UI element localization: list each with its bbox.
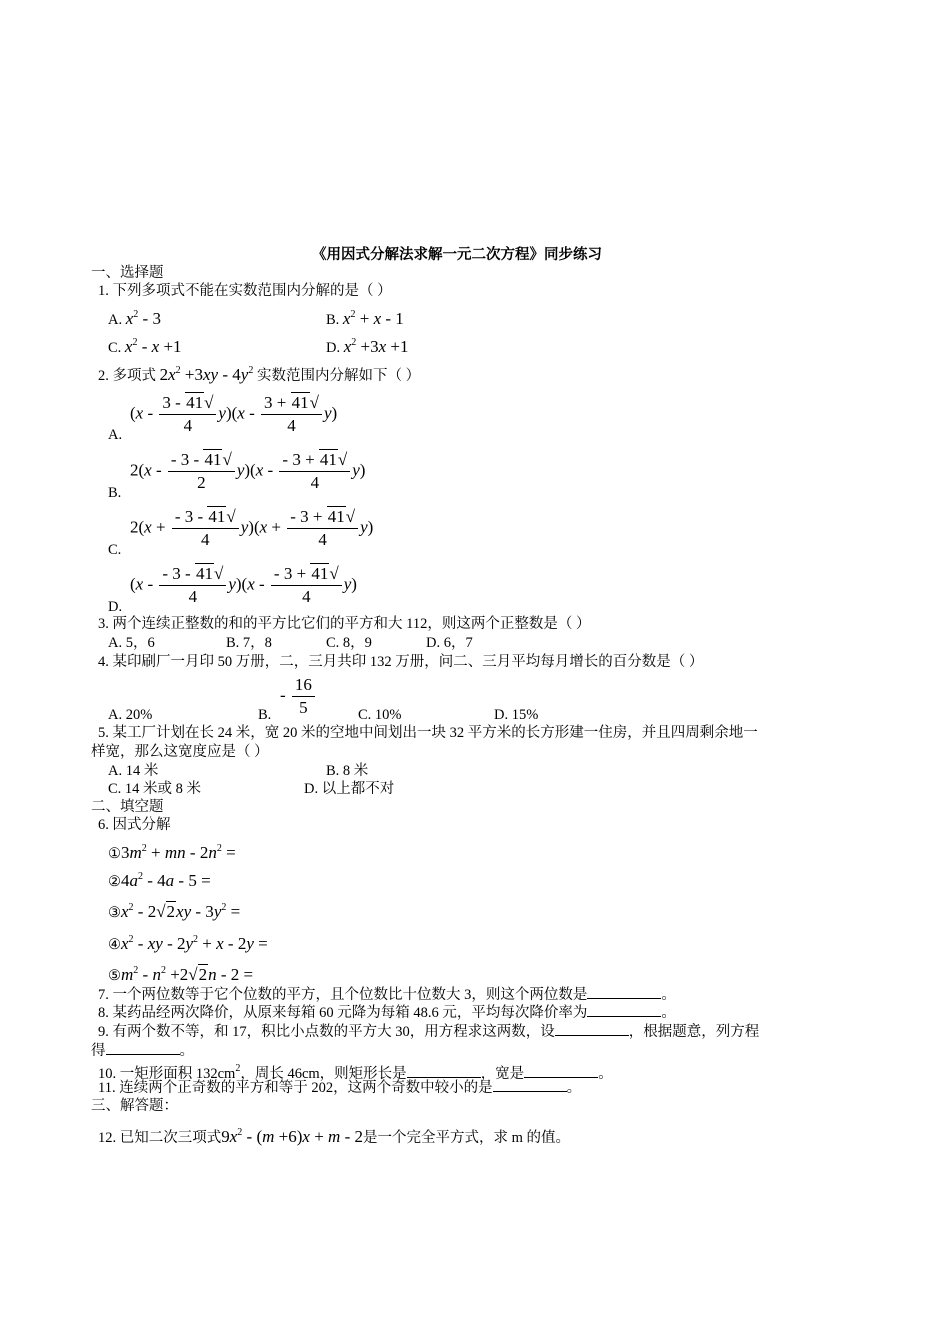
stem-text: 2. 多项式 bbox=[98, 368, 156, 384]
question-11 bbox=[98, 1079, 581, 1097]
option-letter: A. bbox=[108, 427, 123, 443]
question-5-line2: 样宽，那么这宽度应是（ ） bbox=[91, 744, 269, 760]
q4-option-d: D. 15% bbox=[494, 707, 539, 723]
q4-option-c: C. 10% bbox=[358, 707, 402, 723]
q5-option-d: D. 以上都不对 bbox=[304, 781, 395, 797]
q1-option-d bbox=[326, 334, 409, 357]
math-expr: $m^2 - n^2 +2√2n - 2$ = bbox=[121, 965, 254, 984]
math-expr: $2x^2 +3xy - 4y^2$ bbox=[159, 365, 254, 384]
question-6-stem: 6. 因式分解 bbox=[98, 817, 171, 833]
period: 。 bbox=[566, 1080, 582, 1096]
option-letter: B. bbox=[108, 485, 122, 501]
option-letter: C. bbox=[108, 340, 122, 356]
q2-option-c bbox=[108, 541, 121, 559]
q3-option-a: A. 5，6 bbox=[108, 635, 155, 651]
page-title: 《用因式分解法求解一元二次方程》同步练习 bbox=[312, 247, 602, 263]
q6-item-2 bbox=[108, 868, 211, 891]
question-9-line1 bbox=[98, 1023, 759, 1041]
answer-blank[interactable] bbox=[493, 1079, 567, 1092]
question-1-stem: 1. 下列多项式不能在实数范围内分解的是（ ） bbox=[98, 283, 392, 299]
question-text: ，周长 46cm，则矩形长是 bbox=[240, 1066, 407, 1082]
q2-option-d bbox=[108, 598, 122, 616]
question-text: 11. 连续两个正奇数的平方和等于 202，这两个奇数中较小的是 bbox=[98, 1080, 493, 1096]
option-letter: D. bbox=[108, 599, 123, 615]
question-text: ，宽是 bbox=[480, 1066, 525, 1082]
q3-option-c: C. 8，9 bbox=[326, 635, 372, 651]
math-expr: $4a^2 - 4a - 5$ = bbox=[121, 871, 211, 890]
q3-option-d: D. 6，7 bbox=[426, 635, 473, 651]
q4-option-b: B. bbox=[258, 707, 272, 723]
q6-item-3 bbox=[108, 899, 240, 922]
answer-blank[interactable] bbox=[555, 1023, 629, 1036]
q2-option-c-expr: 2(x + $\frac{- 3 - 41√}{4}$ y)(x + $\frac{- 3 + 41√}{4}$ y) bbox=[130, 507, 374, 549]
q5-option-a: A. 14 米 bbox=[108, 763, 159, 779]
question-text: 10. 一矩形面积 132cm bbox=[98, 1066, 236, 1082]
math-expr: $x^2 + x - 1$ bbox=[342, 309, 404, 328]
question-9-line2 bbox=[91, 1042, 194, 1060]
item-number: ⑤ bbox=[108, 968, 121, 984]
question-text: 是一个完全平方式，求 m 的值。 bbox=[363, 1130, 571, 1146]
math-expr: $x^2 +3x +1$ bbox=[343, 337, 409, 356]
question-text: 9. 有两个数不等，和 17，积比小点数的平方大 30，用方程求这两数，设 bbox=[98, 1024, 555, 1040]
q3-option-b: B. 7，8 bbox=[226, 635, 272, 651]
question-12 bbox=[98, 1124, 570, 1147]
option-letter: D. bbox=[326, 340, 341, 356]
question-text: ，根据题意，列方程 bbox=[628, 1024, 760, 1040]
q4-option-a: A. 20% bbox=[108, 707, 153, 723]
period: 。 bbox=[661, 1005, 676, 1021]
period: 。 bbox=[179, 1043, 194, 1059]
q2-option-a bbox=[108, 426, 122, 444]
item-number: ① bbox=[108, 846, 121, 862]
q1-option-c bbox=[108, 334, 182, 357]
math-expr: $x^2 - 3$ bbox=[125, 309, 161, 328]
math-expr: $x^2 - 2√2xy - 3y^2$ = bbox=[121, 902, 241, 921]
section-solve: 三、解答题： bbox=[91, 1098, 178, 1114]
answer-blank[interactable] bbox=[106, 1042, 180, 1055]
math-expr: $9x^2 - (m +6)x + m - 2$ bbox=[221, 1127, 363, 1146]
answer-blank[interactable] bbox=[524, 1065, 598, 1078]
item-number: ④ bbox=[108, 937, 121, 953]
question-5-line1: 5. 某工厂计划在长 24 米，宽 20 米的空地中间划出一块 32 平方米的长方形建一住房，并且四周剩余地一 bbox=[98, 725, 758, 741]
stem-text: 实数范围内分解如下（ ） bbox=[256, 368, 421, 384]
q6-item-5 bbox=[108, 962, 253, 985]
q1-option-a bbox=[108, 306, 161, 329]
option-letter: C. bbox=[108, 542, 122, 558]
q2-option-d-expr: (x - $\frac{- 3 - 41√}{4}$ y)(x - $\frac{- 3 + 41√}{4}$ y) bbox=[130, 564, 357, 606]
q5-option-c: C. 14 米或 8 米 bbox=[108, 781, 202, 797]
math-expr: $x^2$ - xy - $2y^2 + x - 2y$ = bbox=[121, 934, 268, 953]
item-number: ② bbox=[108, 874, 121, 890]
q2-option-a-expr: (x - $\frac{3 - 41√}{4}$ y)(x - $\frac{3 + 41√}{4}$ y) bbox=[130, 393, 338, 435]
period: 。 bbox=[598, 1066, 613, 1082]
question-text: 8. 某药品经两次降价，从原来每箱 60 元降为每箱 48.6 元，平均每次降价率为 bbox=[98, 1005, 588, 1021]
q2-option-b-expr: 2(x - $\frac{- 3 - 41√}{2}$ y)(x - $\frac{- 3 + 41√}{4}$ y) bbox=[130, 450, 366, 492]
option-letter: B. bbox=[326, 312, 340, 328]
question-4-stem: 4. 某印刷厂一月印 50 万册，二，三月共印 132 万册，问二、三月平均每月增长的百分数是（ ） bbox=[98, 654, 704, 670]
math-expr: $x^2 - x +1$ bbox=[124, 337, 182, 356]
answer-blank[interactable] bbox=[587, 1004, 661, 1017]
q6-item-1 bbox=[108, 840, 236, 863]
q2-option-b bbox=[108, 484, 121, 502]
question-3-stem: 3. 两个连续正整数的和的平方比它们的平方和大 112，则这两个正整数是（ ） bbox=[98, 616, 591, 632]
question-text: 7. 一个两位数等于它个位数的平方，且个位数比十位数大 3，则这个两位数是 bbox=[98, 987, 588, 1003]
section-fill: 二、填空题 bbox=[91, 799, 164, 815]
q6-item-4 bbox=[108, 931, 268, 954]
answer-blank[interactable] bbox=[407, 1065, 481, 1078]
option-letter: A. bbox=[108, 312, 123, 328]
q1-option-b bbox=[326, 306, 404, 329]
question-2-stem bbox=[98, 362, 420, 385]
item-number: ③ bbox=[108, 905, 121, 921]
question-8 bbox=[98, 1004, 676, 1022]
question-text: 12. 已知二次三项式 bbox=[98, 1130, 222, 1146]
section-choice: 一、选择题 bbox=[91, 265, 164, 281]
question-text: 得 bbox=[91, 1043, 106, 1059]
answer-blank[interactable] bbox=[587, 986, 661, 999]
superscript: 2 bbox=[235, 1063, 241, 1074]
q4-option-b-expr: - $\frac{16}{5}$ bbox=[280, 674, 317, 719]
question-7 bbox=[98, 986, 676, 1004]
q5-option-b: B. 8 米 bbox=[326, 763, 369, 779]
period: 。 bbox=[661, 987, 676, 1003]
math-expr: $3m^2$ + mn - $2n^2$ = bbox=[121, 843, 236, 862]
